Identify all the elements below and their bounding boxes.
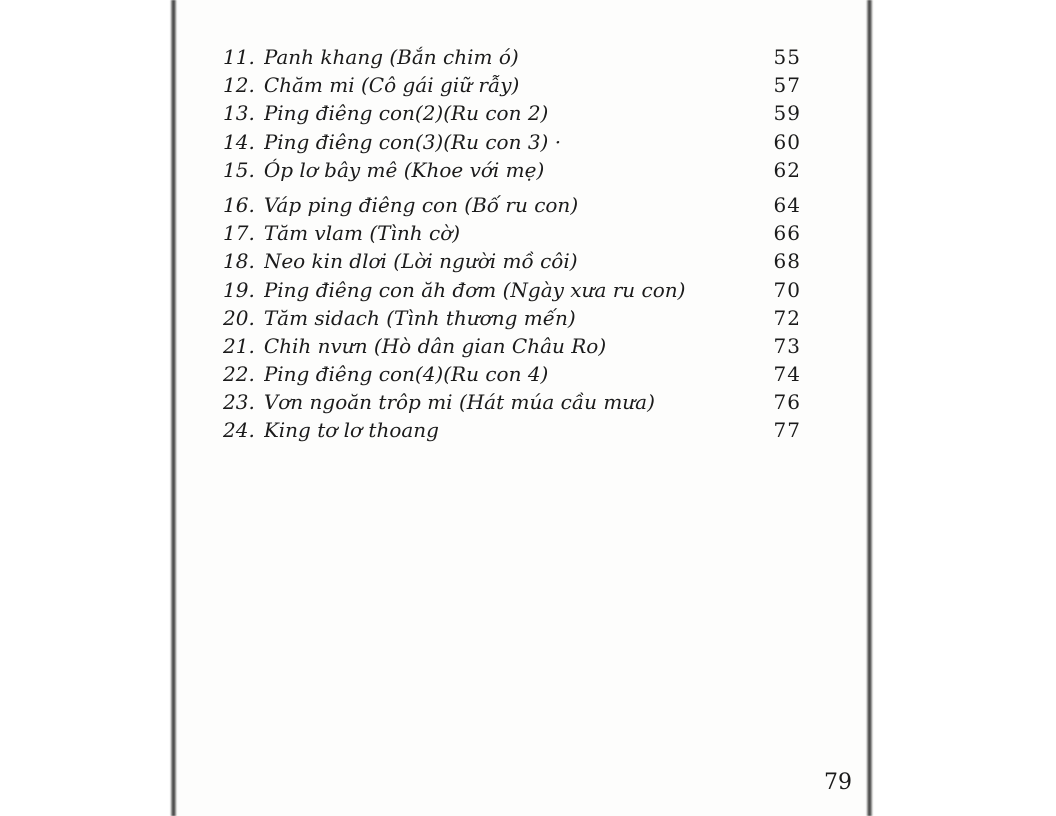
toc-entry [223, 158, 801, 186]
table-of-contents [223, 45, 801, 447]
toc-entry [223, 45, 801, 73]
toc-entry-title: King tơ lơ thoang [263, 418, 439, 443]
toc-entry-page: 76 [773, 390, 801, 415]
right-scan-edge-line [866, 0, 873, 816]
toc-entry-title: Tăm vlam (Tình cờ) [263, 221, 461, 246]
toc-entry-title: Ping điêng con(4)(Ru con 4) [263, 362, 549, 387]
toc-entry-number: 18. [223, 249, 255, 274]
toc-entry [223, 249, 801, 277]
toc-entry-number: 11. [223, 45, 255, 69]
toc-entry-page: 74 [773, 362, 801, 387]
folio-page-number: 79 [824, 770, 852, 795]
toc-entry-number: 15. [223, 157, 255, 182]
toc-entry [223, 193, 801, 221]
toc-entry-title: Chăm mi (Cô gái giữ rẫy) [263, 73, 520, 98]
toc-entry-page: 68 [773, 249, 801, 274]
toc-entry-page: 59 [773, 101, 801, 126]
toc-entry [223, 418, 801, 446]
toc-entry [223, 278, 801, 306]
toc-entry-title: Óp lơ bây mê (Khoe với mẹ) [263, 157, 545, 182]
toc-entry-number: 20. [223, 305, 255, 330]
toc-entry-page: 70 [773, 277, 801, 302]
toc-entry-number: 19. [223, 277, 255, 302]
toc-entry-title: Panh khang (Bắn chim ó) [263, 45, 519, 69]
toc-entry-title: Tăm sidach (Tình thương mến) [263, 305, 576, 330]
toc-entry-page: 55 [773, 45, 801, 69]
toc-entry-number: 21. [223, 333, 255, 358]
toc-entry-title: Ping điêng con(3)(Ru con 3) · [263, 129, 562, 154]
toc-entry-page: 72 [773, 305, 801, 330]
toc-entry [223, 306, 801, 334]
toc-entry [223, 221, 801, 249]
toc-entry-page: 62 [773, 157, 801, 182]
toc-entry-number: 23. [223, 390, 255, 415]
toc-entry-title: Váp ping điêng con (Bố ru con) [263, 192, 579, 217]
toc-entry-number: 12. [223, 73, 255, 98]
toc-entry [223, 390, 801, 418]
toc-entry-page: 64 [773, 192, 801, 217]
toc-entry-title: Ping điêng con ăh đơm (Ngày xưa ru con) [263, 277, 686, 302]
toc-entry-number: 24. [223, 418, 255, 443]
toc-entry-title: Ping điêng con(2)(Ru con 2) [263, 101, 549, 126]
toc-entry [223, 73, 801, 101]
toc-entry-page: 77 [773, 418, 801, 443]
toc-entry-number: 22. [223, 362, 255, 387]
toc-entry [223, 130, 801, 158]
toc-entry-title: Vơn ngoăn trôp mi (Hát múa cầu mưa) [263, 390, 655, 415]
toc-entry-page: 66 [773, 221, 801, 246]
toc-entry-page: 60 [773, 129, 801, 154]
toc-entry [223, 101, 801, 129]
left-scan-edge-line [170, 0, 177, 816]
toc-entry-page: 73 [773, 333, 801, 358]
toc-entry [223, 362, 801, 390]
toc-entry [223, 334, 801, 362]
toc-entry-title: Chih nvưn (Hò dân gian Châu Ro) [263, 333, 607, 358]
toc-entry-page: 57 [773, 73, 801, 98]
toc-entry-number: 17. [223, 221, 255, 246]
toc-entry-title: Neo kin dlơi (Lời người mồ côi) [263, 249, 578, 274]
toc-entry-number: 16. [223, 192, 255, 217]
toc-entry-number: 13. [223, 101, 255, 126]
toc-entry-number: 14. [223, 129, 255, 154]
